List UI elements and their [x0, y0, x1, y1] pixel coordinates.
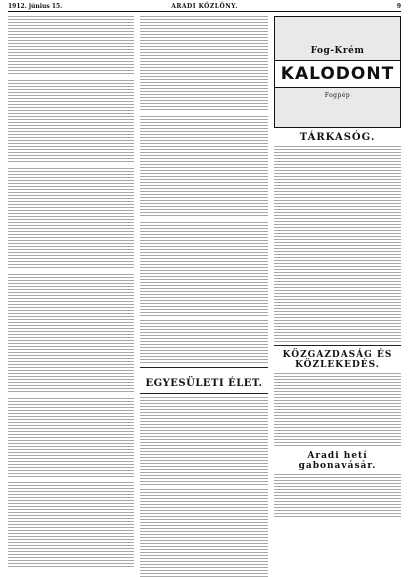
article-text — [8, 80, 134, 164]
newspaper-name: ARADI KÖZLÖNY. — [171, 3, 238, 10]
column-middle — [140, 16, 268, 564]
article-text — [8, 168, 134, 270]
article-text — [8, 482, 134, 568]
column-right — [274, 16, 401, 564]
column-left — [8, 16, 134, 564]
article-text — [8, 16, 134, 76]
article-text — [140, 16, 268, 112]
article-text — [274, 146, 401, 342]
article-text — [140, 320, 268, 364]
section-title: TÁRKASÓG. — [299, 132, 376, 143]
ad-title: KALODONT — [274, 60, 401, 88]
article-text — [274, 474, 401, 518]
article-text — [8, 398, 134, 478]
article-text — [140, 116, 268, 218]
section-heading: EGYESÜLETI ÉLET. — [145, 378, 263, 389]
article-text — [8, 274, 134, 394]
section-heading-box — [140, 367, 268, 394]
section-title: KÖZGAZDASÁG ÉS KÖZLEKEDÉS. — [282, 350, 393, 370]
ad-brand: Fog-Krém — [310, 45, 365, 56]
article-text — [140, 397, 268, 485]
article-text — [274, 373, 401, 447]
issue-date: 1912. június 15. — [8, 3, 63, 10]
article-text — [140, 222, 268, 316]
advertisement — [274, 16, 401, 128]
ad-subtitle: Fogpép — [324, 91, 351, 99]
page-number: 9 — [396, 3, 401, 10]
announcement-title: Aradi hetí gabonavásár. — [298, 451, 377, 471]
article-text — [140, 489, 268, 577]
page-header — [8, 3, 401, 12]
